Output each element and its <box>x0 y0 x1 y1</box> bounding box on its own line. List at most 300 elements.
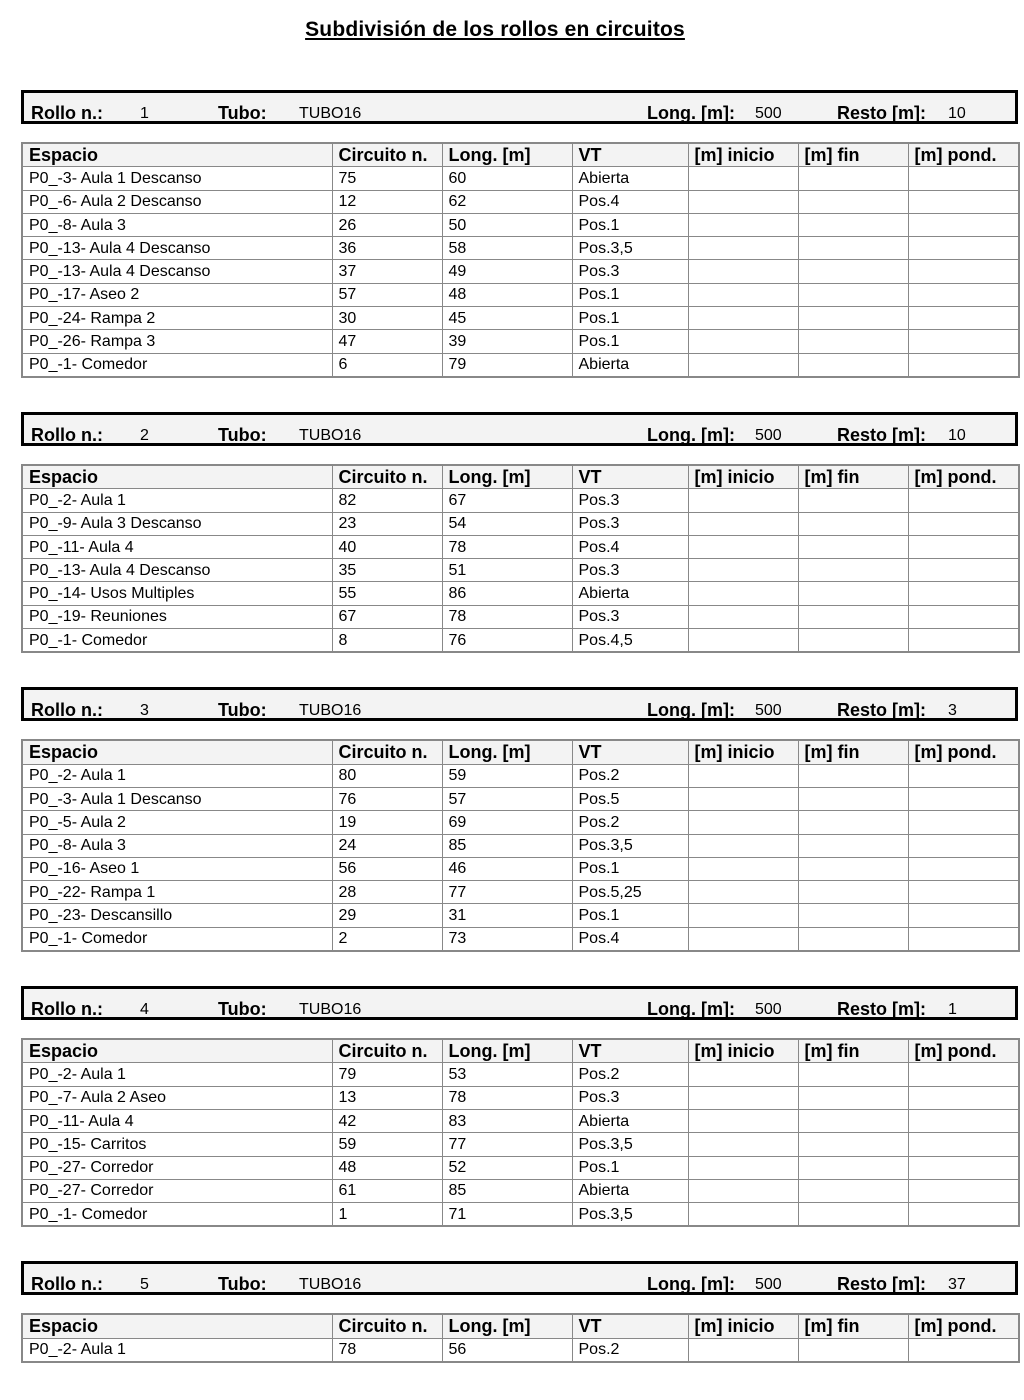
table-row <box>22 834 1019 857</box>
table-cell <box>798 1086 908 1109</box>
table-row <box>22 559 1019 582</box>
table-cell: 62 <box>442 190 572 213</box>
table-cell: Pos.1 <box>572 857 688 880</box>
table-cell <box>908 811 1019 834</box>
table-cell <box>688 605 798 628</box>
table-cell <box>688 307 798 330</box>
table-cell: P0_-13- Aula 4 Descanso <box>22 260 332 283</box>
roll-section <box>21 986 1018 1227</box>
table-cell: 50 <box>442 213 572 236</box>
table-cell <box>688 353 798 377</box>
table-cell: P0_-19- Reuniones <box>22 605 332 628</box>
table-cell <box>908 764 1019 787</box>
table-cell: Pos.1 <box>572 1156 688 1179</box>
table-row <box>22 307 1019 330</box>
column-header: [m] fin <box>798 143 908 167</box>
table-cell: 67 <box>332 605 442 628</box>
tubo-label: Tubo: <box>218 999 267 1020</box>
table-cell: Abierta <box>572 167 688 190</box>
long-value: 500 <box>755 702 782 720</box>
table-cell: 79 <box>332 1063 442 1086</box>
table-cell <box>798 764 908 787</box>
roll-section <box>21 1261 1018 1363</box>
table-cell: Pos.2 <box>572 764 688 787</box>
table-cell: P0_-1- Comedor <box>22 927 332 951</box>
table-cell <box>688 1179 798 1202</box>
table-cell: P0_-22- Rampa 1 <box>22 881 332 904</box>
tubo-label: Tubo: <box>218 103 267 123</box>
table-row <box>22 881 1019 904</box>
table-cell: Abierta <box>572 1179 688 1202</box>
table-cell <box>688 1156 798 1179</box>
table-cell: 28 <box>332 881 442 904</box>
table-cell: 54 <box>442 512 572 535</box>
table-cell: P0_-23- Descansillo <box>22 904 332 927</box>
table-cell: 36 <box>332 237 442 260</box>
column-header: [m] pond. <box>908 740 1019 764</box>
column-header: [m] inicio <box>688 740 798 764</box>
column-header: Long. [m] <box>442 465 572 489</box>
table-cell <box>908 1109 1019 1132</box>
table-cell <box>908 489 1019 512</box>
column-header: Espacio <box>22 1314 332 1338</box>
resto-value: 10 <box>948 426 966 444</box>
column-header: [m] fin <box>798 1039 908 1063</box>
table-cell <box>908 283 1019 306</box>
table-cell <box>908 307 1019 330</box>
table-row <box>22 283 1019 306</box>
table-cell: P0_-2- Aula 1 <box>22 489 332 512</box>
table-cell <box>798 535 908 558</box>
table-cell: P0_-5- Aula 2 <box>22 811 332 834</box>
table-cell <box>908 1086 1019 1109</box>
table-cell <box>798 927 908 951</box>
column-header: Circuito n. <box>332 143 442 167</box>
table-cell: 30 <box>332 307 442 330</box>
column-header: Espacio <box>22 143 332 167</box>
table-cell: 47 <box>332 330 442 353</box>
table-cell <box>908 787 1019 810</box>
table-cell: Pos.4 <box>572 190 688 213</box>
table-cell <box>908 559 1019 582</box>
table-cell: 51 <box>442 559 572 582</box>
table-cell <box>688 167 798 190</box>
table-cell: 77 <box>442 881 572 904</box>
rollo-label: Rollo n.: <box>31 424 103 445</box>
table-cell: 58 <box>442 237 572 260</box>
table-cell <box>798 787 908 810</box>
column-header: [m] fin <box>798 740 908 764</box>
table-cell: 29 <box>332 904 442 927</box>
column-header: Espacio <box>22 740 332 764</box>
table-cell: Pos.3,5 <box>572 1133 688 1156</box>
column-header: Circuito n. <box>332 465 442 489</box>
long-value: 500 <box>755 105 782 122</box>
table-cell: P0_-13- Aula 4 Descanso <box>22 237 332 260</box>
column-header: [m] pond. <box>908 1314 1019 1338</box>
table-cell: 37 <box>332 260 442 283</box>
table-cell: Pos.4,5 <box>572 629 688 653</box>
tubo-label: Tubo: <box>218 424 267 445</box>
table-cell: Pos.1 <box>572 283 688 306</box>
table-cell: P0_-8- Aula 3 <box>22 834 332 857</box>
table-cell <box>908 834 1019 857</box>
column-header: Espacio <box>22 465 332 489</box>
table-cell <box>688 489 798 512</box>
table-cell <box>688 1203 798 1227</box>
table-cell: 13 <box>332 1086 442 1109</box>
table-cell: 80 <box>332 764 442 787</box>
table-cell <box>798 582 908 605</box>
table-row <box>22 605 1019 628</box>
table-cell <box>908 605 1019 628</box>
table-cell: 52 <box>442 1156 572 1179</box>
table-cell: 26 <box>332 213 442 236</box>
table-cell: 23 <box>332 512 442 535</box>
circuit-table <box>21 142 1020 378</box>
table-cell <box>798 213 908 236</box>
table-cell <box>688 283 798 306</box>
table-cell: P0_-15- Carritos <box>22 1133 332 1156</box>
table-cell <box>798 857 908 880</box>
tubo-value: TUBO16 <box>299 702 362 720</box>
table-row <box>22 787 1019 810</box>
table-cell: 67 <box>442 489 572 512</box>
rollo-label: Rollo n.: <box>31 999 103 1020</box>
table-row <box>22 1133 1019 1156</box>
table-cell: 57 <box>442 787 572 810</box>
table-cell: 71 <box>442 1203 572 1227</box>
table-cell: Pos.3 <box>572 605 688 628</box>
table-cell: Pos.2 <box>572 1063 688 1086</box>
table-cell: 8 <box>332 629 442 653</box>
column-header: VT <box>572 740 688 764</box>
table-cell: 55 <box>332 582 442 605</box>
table-cell <box>798 1203 908 1227</box>
long-label: Long. [m]: <box>647 999 735 1020</box>
table-cell: P0_-14- Usos Multiples <box>22 582 332 605</box>
table-cell: 35 <box>332 559 442 582</box>
column-header: [m] inicio <box>688 143 798 167</box>
table-cell <box>688 260 798 283</box>
table-row <box>22 629 1019 653</box>
table-cell: 48 <box>332 1156 442 1179</box>
tubo-value: TUBO16 <box>299 1276 362 1294</box>
table-row <box>22 489 1019 512</box>
table-cell <box>688 582 798 605</box>
table-cell <box>798 512 908 535</box>
table-row <box>22 1086 1019 1109</box>
table-cell <box>798 283 908 306</box>
table-cell: 61 <box>332 1179 442 1202</box>
circuit-table <box>21 739 1020 952</box>
table-cell: Pos.4 <box>572 535 688 558</box>
table-cell <box>688 834 798 857</box>
tubo-value: TUBO16 <box>299 426 362 444</box>
table-cell: 39 <box>442 330 572 353</box>
table-header-row <box>22 465 1019 489</box>
rollo-number: 1 <box>140 105 149 122</box>
table-cell <box>908 1063 1019 1086</box>
rollo-number: 4 <box>140 1001 149 1019</box>
table-cell: 45 <box>442 307 572 330</box>
column-header: Long. [m] <box>442 740 572 764</box>
table-cell: 42 <box>332 1109 442 1132</box>
circuit-table <box>21 1038 1020 1227</box>
table-cell: Pos.3 <box>572 489 688 512</box>
table-row <box>22 237 1019 260</box>
table-cell: P0_-9- Aula 3 Descanso <box>22 512 332 535</box>
roll-section <box>21 412 1018 653</box>
column-header: Circuito n. <box>332 1314 442 1338</box>
table-row <box>22 1109 1019 1132</box>
column-header: [m] fin <box>798 1314 908 1338</box>
table-cell: 59 <box>442 764 572 787</box>
long-value: 500 <box>755 1001 782 1019</box>
table-cell <box>798 1179 908 1202</box>
table-cell: Pos.5,25 <box>572 881 688 904</box>
table-cell: 79 <box>442 353 572 377</box>
table-cell: 59 <box>332 1133 442 1156</box>
table-cell: 85 <box>442 834 572 857</box>
table-cell <box>688 535 798 558</box>
table-cell: 19 <box>332 811 442 834</box>
table-cell <box>798 307 908 330</box>
table-cell: Pos.1 <box>572 307 688 330</box>
table-row <box>22 213 1019 236</box>
roll-section <box>21 687 1018 952</box>
column-header: VT <box>572 1039 688 1063</box>
column-header: [m] pond. <box>908 1039 1019 1063</box>
table-cell <box>908 260 1019 283</box>
roll-section <box>21 90 1018 378</box>
column-header: VT <box>572 465 688 489</box>
column-header: [m] inicio <box>688 1039 798 1063</box>
column-header: Circuito n. <box>332 740 442 764</box>
table-cell <box>908 857 1019 880</box>
table-cell <box>908 881 1019 904</box>
table-cell <box>908 167 1019 190</box>
table-cell: 60 <box>442 167 572 190</box>
table-cell: 48 <box>442 283 572 306</box>
table-cell <box>688 559 798 582</box>
table-cell <box>688 1086 798 1109</box>
table-cell <box>908 629 1019 653</box>
table-cell: 24 <box>332 834 442 857</box>
table-cell <box>688 190 798 213</box>
table-cell <box>798 237 908 260</box>
table-cell: P0_-11- Aula 4 <box>22 1109 332 1132</box>
table-row <box>22 904 1019 927</box>
table-cell <box>688 330 798 353</box>
table-cell <box>798 1063 908 1086</box>
tubo-value: TUBO16 <box>299 105 362 122</box>
table-cell: Pos.3 <box>572 1086 688 1109</box>
tubo-label: Tubo: <box>218 700 267 721</box>
table-cell <box>908 1338 1019 1362</box>
circuit-table <box>21 1313 1020 1363</box>
table-cell <box>798 1156 908 1179</box>
table-cell <box>688 1133 798 1156</box>
table-cell <box>798 559 908 582</box>
table-cell: 75 <box>332 167 442 190</box>
table-row <box>22 1156 1019 1179</box>
table-cell: 82 <box>332 489 442 512</box>
table-cell: P0_-26- Rampa 3 <box>22 330 332 353</box>
table-cell <box>798 167 908 190</box>
table-cell: Pos.1 <box>572 330 688 353</box>
table-cell: 49 <box>442 260 572 283</box>
table-cell: 73 <box>442 927 572 951</box>
table-row <box>22 927 1019 951</box>
column-header: [m] pond. <box>908 465 1019 489</box>
table-cell <box>688 811 798 834</box>
table-cell <box>798 834 908 857</box>
table-cell: 76 <box>332 787 442 810</box>
table-cell: P0_-27- Corredor <box>22 1179 332 1202</box>
table-cell: Pos.3,5 <box>572 834 688 857</box>
column-header: Long. [m] <box>442 1039 572 1063</box>
table-cell <box>798 1109 908 1132</box>
column-header: Long. [m] <box>442 143 572 167</box>
table-cell <box>908 1203 1019 1227</box>
table-cell <box>908 330 1019 353</box>
long-label: Long. [m]: <box>647 1274 735 1295</box>
roll-header <box>21 90 1018 124</box>
rollo-number: 5 <box>140 1276 149 1294</box>
table-cell: 86 <box>442 582 572 605</box>
table-cell <box>688 1063 798 1086</box>
table-cell <box>908 353 1019 377</box>
table-cell: Abierta <box>572 582 688 605</box>
table-cell: 12 <box>332 190 442 213</box>
table-cell: 57 <box>332 283 442 306</box>
table-cell <box>908 1156 1019 1179</box>
table-cell <box>798 489 908 512</box>
table-cell <box>908 237 1019 260</box>
table-cell <box>908 535 1019 558</box>
table-cell: 31 <box>442 904 572 927</box>
table-row <box>22 811 1019 834</box>
table-cell <box>908 582 1019 605</box>
table-cell: P0_-6- Aula 2 Descanso <box>22 190 332 213</box>
table-cell: 46 <box>442 857 572 880</box>
table-cell: 78 <box>442 605 572 628</box>
table-cell: P0_-2- Aula 1 <box>22 1338 332 1362</box>
table-cell: 69 <box>442 811 572 834</box>
table-cell: 2 <box>332 927 442 951</box>
table-cell: P0_-2- Aula 1 <box>22 1063 332 1086</box>
rollo-label: Rollo n.: <box>31 700 103 721</box>
table-cell: P0_-27- Corredor <box>22 1156 332 1179</box>
table-cell: P0_-3- Aula 1 Descanso <box>22 787 332 810</box>
table-cell <box>798 881 908 904</box>
table-cell <box>908 190 1019 213</box>
table-row <box>22 1179 1019 1202</box>
tubo-label: Tubo: <box>218 1274 267 1295</box>
column-header: [m] inicio <box>688 1314 798 1338</box>
column-header: Circuito n. <box>332 1039 442 1063</box>
table-cell: 1 <box>332 1203 442 1227</box>
table-row <box>22 190 1019 213</box>
table-row <box>22 1203 1019 1227</box>
table-cell: P0_-1- Comedor <box>22 353 332 377</box>
table-cell: 78 <box>332 1338 442 1362</box>
column-header: Long. [m] <box>442 1314 572 1338</box>
rolls-container <box>21 90 1018 1397</box>
resto-value: 37 <box>948 1276 966 1294</box>
table-row <box>22 260 1019 283</box>
table-cell: Pos.5 <box>572 787 688 810</box>
table-cell: P0_-16- Aseo 1 <box>22 857 332 880</box>
table-cell: Pos.1 <box>572 213 688 236</box>
table-cell: Pos.3,5 <box>572 1203 688 1227</box>
table-cell <box>798 1133 908 1156</box>
table-cell <box>688 764 798 787</box>
table-cell: 6 <box>332 353 442 377</box>
table-cell <box>798 605 908 628</box>
resto-label: Resto [m]: <box>837 103 926 123</box>
long-value: 500 <box>755 426 782 444</box>
table-cell: Abierta <box>572 353 688 377</box>
table-cell <box>798 353 908 377</box>
table-cell: Pos.3 <box>572 260 688 283</box>
table-cell <box>798 629 908 653</box>
table-row <box>22 330 1019 353</box>
table-cell: 76 <box>442 629 572 653</box>
rollo-number: 2 <box>140 426 149 444</box>
table-cell <box>798 811 908 834</box>
table-header-row <box>22 143 1019 167</box>
table-cell <box>798 330 908 353</box>
roll-header <box>21 1261 1018 1295</box>
table-cell: P0_-3- Aula 1 Descanso <box>22 167 332 190</box>
table-cell: Pos.1 <box>572 904 688 927</box>
table-cell <box>908 213 1019 236</box>
roll-header <box>21 986 1018 1020</box>
long-label: Long. [m]: <box>647 424 735 445</box>
table-cell: 78 <box>442 1086 572 1109</box>
table-row <box>22 582 1019 605</box>
column-header: Espacio <box>22 1039 332 1063</box>
table-cell <box>798 190 908 213</box>
resto-value: 1 <box>948 1001 957 1019</box>
roll-header <box>21 412 1018 446</box>
table-cell <box>688 881 798 904</box>
long-value: 500 <box>755 1276 782 1294</box>
column-header: [m] inicio <box>688 465 798 489</box>
long-label: Long. [m]: <box>647 700 735 721</box>
column-header: [m] pond. <box>908 143 1019 167</box>
table-cell: 85 <box>442 1179 572 1202</box>
rollo-number: 3 <box>140 702 149 720</box>
column-header: [m] fin <box>798 465 908 489</box>
table-cell <box>688 1109 798 1132</box>
table-cell: P0_-2- Aula 1 <box>22 764 332 787</box>
table-cell: P0_-8- Aula 3 <box>22 213 332 236</box>
table-cell <box>688 904 798 927</box>
table-cell <box>908 904 1019 927</box>
table-cell <box>688 237 798 260</box>
table-cell <box>908 512 1019 535</box>
table-cell <box>688 1338 798 1362</box>
column-header: VT <box>572 143 688 167</box>
page-title: Subdivisión de los rollos en circuitos <box>305 18 685 41</box>
table-cell <box>688 857 798 880</box>
table-cell: Pos.4 <box>572 927 688 951</box>
resto-label: Resto [m]: <box>837 1274 926 1295</box>
long-label: Long. [m]: <box>647 103 735 123</box>
